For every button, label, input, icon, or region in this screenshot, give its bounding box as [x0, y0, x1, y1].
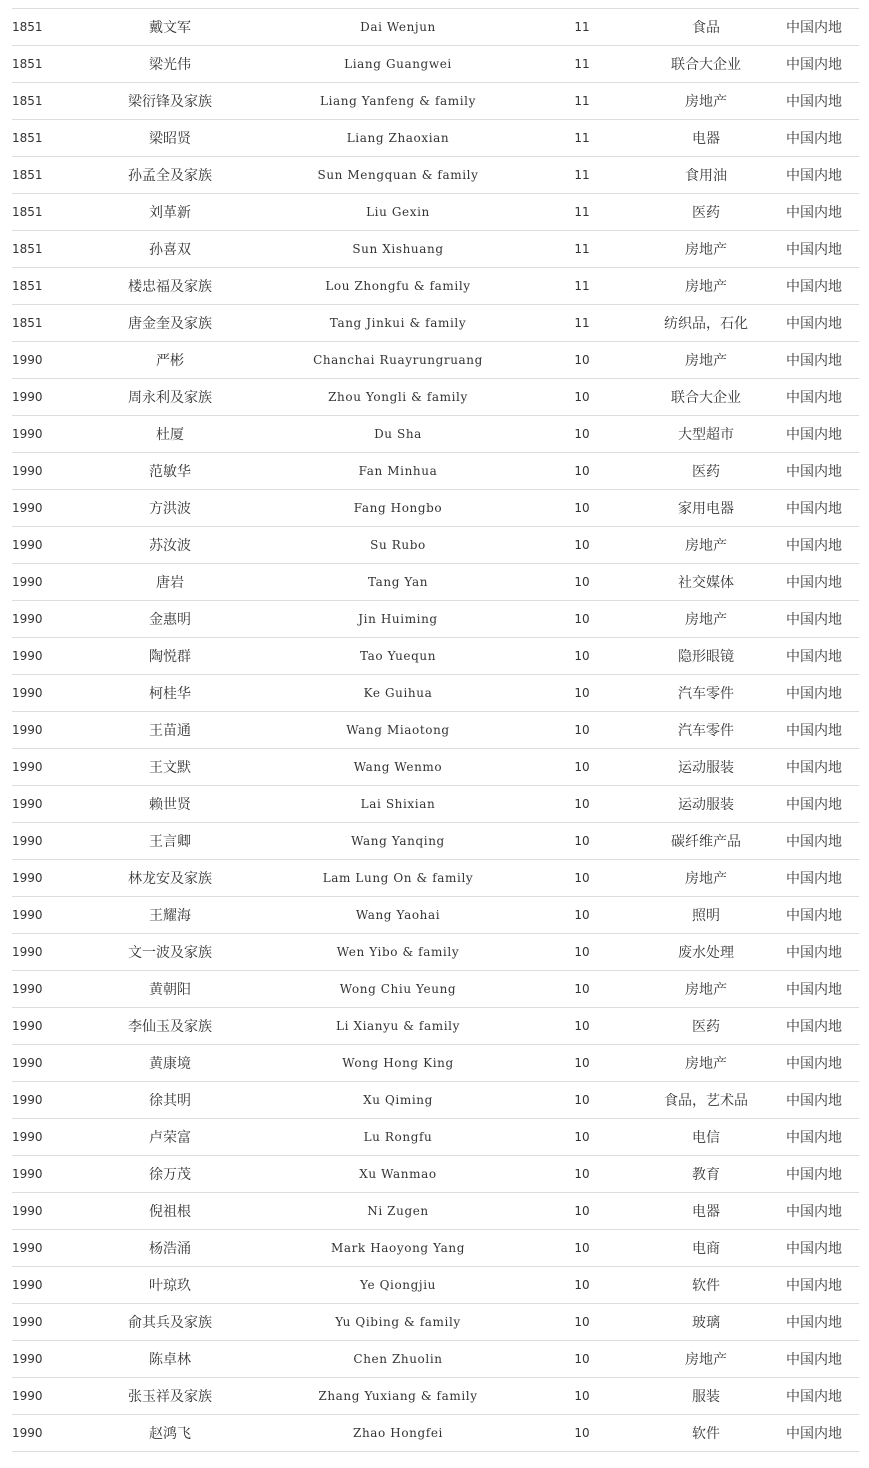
table-row	[12, 823, 859, 860]
rank-cell: 1851	[12, 9, 82, 46]
industry-cell: 电器	[626, 120, 786, 157]
table-row	[12, 1230, 859, 1267]
table-row	[12, 1378, 859, 1415]
chinese-name-cell: 唐岩	[82, 564, 258, 601]
rank-cell: 1851	[12, 157, 82, 194]
industry-cell: 社交媒体	[626, 564, 786, 601]
net-worth-cell: 10	[538, 897, 626, 934]
table-row	[12, 1008, 859, 1045]
rank-cell: 1990	[12, 601, 82, 638]
table-row	[12, 638, 859, 675]
industry-cell: 废水处理	[626, 934, 786, 971]
net-worth-cell: 10	[538, 527, 626, 564]
chinese-name-cell: 陈卓林	[82, 1341, 258, 1378]
industry-cell: 照明	[626, 897, 786, 934]
rank-cell: 1990	[12, 860, 82, 897]
net-worth-cell: 10	[538, 1341, 626, 1378]
english-name-cell: Liang Yanfeng & family	[258, 83, 538, 120]
net-worth-cell: 10	[538, 601, 626, 638]
chinese-name-cell: 周永利及家族	[82, 379, 258, 416]
net-worth-cell: 10	[538, 1415, 626, 1452]
net-worth-cell: 11	[538, 194, 626, 231]
english-name-cell: Xu Wanmao	[258, 1156, 538, 1193]
region-cell: 中国内地	[786, 1230, 859, 1267]
industry-cell: 碳纤维产品	[626, 823, 786, 860]
chinese-name-cell: 范敏华	[82, 453, 258, 490]
region-cell: 中国内地	[786, 1045, 859, 1082]
rank-cell: 1990	[12, 1045, 82, 1082]
rank-cell: 1990	[12, 1415, 82, 1452]
rank-cell: 1990	[12, 1341, 82, 1378]
chinese-name-cell: 王言卿	[82, 823, 258, 860]
region-cell: 中国内地	[786, 194, 859, 231]
chinese-name-cell: 俞其兵及家族	[82, 1304, 258, 1341]
region-cell: 中国内地	[786, 1267, 859, 1304]
net-worth-cell: 10	[538, 342, 626, 379]
industry-cell: 软件	[626, 1267, 786, 1304]
chinese-name-cell: 赖世贤	[82, 786, 258, 823]
industry-cell: 运动服装	[626, 749, 786, 786]
table-row	[12, 46, 859, 83]
english-name-cell: Dai Wenjun	[258, 9, 538, 46]
table-row	[12, 453, 859, 490]
table-row	[12, 1119, 859, 1156]
table-row	[12, 934, 859, 971]
rank-cell: 1990	[12, 490, 82, 527]
industry-cell: 纺织品，石化	[626, 305, 786, 342]
table-row	[12, 712, 859, 749]
rank-cell: 1851	[12, 268, 82, 305]
rank-cell: 1990	[12, 1230, 82, 1267]
rank-cell: 1990	[12, 712, 82, 749]
chinese-name-cell: 梁昭贤	[82, 120, 258, 157]
chinese-name-cell: 杨浩涌	[82, 1230, 258, 1267]
table-row	[12, 1045, 859, 1082]
english-name-cell: Jin Huiming	[258, 601, 538, 638]
rank-cell: 1990	[12, 897, 82, 934]
region-cell: 中国内地	[786, 1378, 859, 1415]
rank-cell: 1990	[12, 934, 82, 971]
chinese-name-cell: 王文默	[82, 749, 258, 786]
english-name-cell: Du Sha	[258, 416, 538, 453]
table-row	[12, 786, 859, 823]
english-name-cell: Wang Yaohai	[258, 897, 538, 934]
english-name-cell: Zhang Yuxiang & family	[258, 1378, 538, 1415]
rank-cell: 1990	[12, 1378, 82, 1415]
region-cell: 中国内地	[786, 601, 859, 638]
table-row	[12, 379, 859, 416]
english-name-cell: Su Rubo	[258, 527, 538, 564]
net-worth-cell: 11	[538, 9, 626, 46]
rank-cell: 1990	[12, 1156, 82, 1193]
region-cell: 中国内地	[786, 1304, 859, 1341]
english-name-cell: Fang Hongbo	[258, 490, 538, 527]
net-worth-cell: 10	[538, 638, 626, 675]
chinese-name-cell: 张玉祥及家族	[82, 1378, 258, 1415]
net-worth-cell: 10	[538, 712, 626, 749]
rank-cell: 1990	[12, 749, 82, 786]
region-cell: 中国内地	[786, 934, 859, 971]
table-row	[12, 157, 859, 194]
english-name-cell: Lai Shixian	[258, 786, 538, 823]
rank-cell: 1990	[12, 638, 82, 675]
net-worth-cell: 10	[538, 749, 626, 786]
chinese-name-cell: 方洪波	[82, 490, 258, 527]
industry-cell: 房地产	[626, 860, 786, 897]
rank-cell: 1990	[12, 971, 82, 1008]
chinese-name-cell: 李仙玉及家族	[82, 1008, 258, 1045]
chinese-name-cell: 唐金奎及家族	[82, 305, 258, 342]
chinese-name-cell: 苏汝波	[82, 527, 258, 564]
net-worth-cell: 10	[538, 1156, 626, 1193]
region-cell: 中国内地	[786, 1193, 859, 1230]
region-cell: 中国内地	[786, 564, 859, 601]
table-row	[12, 1156, 859, 1193]
net-worth-cell: 10	[538, 823, 626, 860]
english-name-cell: Wen Yibo & family	[258, 934, 538, 971]
industry-cell: 房地产	[626, 268, 786, 305]
table-row	[12, 9, 859, 46]
industry-cell: 食用油	[626, 157, 786, 194]
region-cell: 中国内地	[786, 120, 859, 157]
net-worth-cell: 10	[538, 934, 626, 971]
net-worth-cell: 11	[538, 120, 626, 157]
industry-cell: 房地产	[626, 601, 786, 638]
net-worth-cell: 10	[538, 1304, 626, 1341]
english-name-cell: Chen Zhuolin	[258, 1341, 538, 1378]
industry-cell: 房地产	[626, 1045, 786, 1082]
region-cell: 中国内地	[786, 971, 859, 1008]
net-worth-cell: 10	[538, 453, 626, 490]
industry-cell: 电器	[626, 1193, 786, 1230]
chinese-name-cell: 徐万茂	[82, 1156, 258, 1193]
industry-cell: 房地产	[626, 342, 786, 379]
region-cell: 中国内地	[786, 638, 859, 675]
table-row	[12, 675, 859, 712]
english-name-cell: Lou Zhongfu & family	[258, 268, 538, 305]
rank-cell: 1990	[12, 1008, 82, 1045]
industry-cell: 软件	[626, 1415, 786, 1452]
region-cell: 中国内地	[786, 897, 859, 934]
table-row	[12, 1415, 859, 1452]
net-worth-cell: 10	[538, 860, 626, 897]
chinese-name-cell: 徐其明	[82, 1082, 258, 1119]
rank-cell: 1990	[12, 823, 82, 860]
rich-list-table	[12, 8, 859, 1452]
chinese-name-cell: 柯桂华	[82, 675, 258, 712]
table-row	[12, 416, 859, 453]
english-name-cell: Chanchai Ruayrungruang	[258, 342, 538, 379]
industry-cell: 运动服装	[626, 786, 786, 823]
net-worth-cell: 10	[538, 786, 626, 823]
chinese-name-cell: 楼忠福及家族	[82, 268, 258, 305]
english-name-cell: Ni Zugen	[258, 1193, 538, 1230]
rank-cell: 1990	[12, 1082, 82, 1119]
chinese-name-cell: 王苗通	[82, 712, 258, 749]
chinese-name-cell: 金惠明	[82, 601, 258, 638]
table-row	[12, 1193, 859, 1230]
industry-cell: 电信	[626, 1119, 786, 1156]
table-row	[12, 527, 859, 564]
industry-cell: 汽车零件	[626, 675, 786, 712]
english-name-cell: Liu Gexin	[258, 194, 538, 231]
table-row	[12, 83, 859, 120]
net-worth-cell: 10	[538, 379, 626, 416]
region-cell: 中国内地	[786, 712, 859, 749]
region-cell: 中国内地	[786, 1082, 859, 1119]
region-cell: 中国内地	[786, 1156, 859, 1193]
table-row	[12, 490, 859, 527]
table-row	[12, 601, 859, 638]
table-row	[12, 231, 859, 268]
chinese-name-cell: 梁光伟	[82, 46, 258, 83]
industry-cell: 食品	[626, 9, 786, 46]
rank-cell: 1990	[12, 527, 82, 564]
english-name-cell: Ke Guihua	[258, 675, 538, 712]
rank-cell: 1990	[12, 1267, 82, 1304]
region-cell: 中国内地	[786, 527, 859, 564]
table-row	[12, 342, 859, 379]
rank-cell: 1851	[12, 120, 82, 157]
net-worth-cell: 11	[538, 305, 626, 342]
region-cell: 中国内地	[786, 46, 859, 83]
industry-cell: 家用电器	[626, 490, 786, 527]
net-worth-cell: 11	[538, 83, 626, 120]
net-worth-cell: 10	[538, 1193, 626, 1230]
net-worth-cell: 10	[538, 416, 626, 453]
english-name-cell: Ye Qiongjiu	[258, 1267, 538, 1304]
chinese-name-cell: 赵鸿飞	[82, 1415, 258, 1452]
english-name-cell: Zhou Yongli & family	[258, 379, 538, 416]
region-cell: 中国内地	[786, 9, 859, 46]
industry-cell: 房地产	[626, 1341, 786, 1378]
table-row	[12, 1304, 859, 1341]
chinese-name-cell: 梁衍锋及家族	[82, 83, 258, 120]
region-cell: 中国内地	[786, 379, 859, 416]
industry-cell: 房地产	[626, 83, 786, 120]
industry-cell: 电商	[626, 1230, 786, 1267]
industry-cell: 服装	[626, 1378, 786, 1415]
english-name-cell: Mark Haoyong Yang	[258, 1230, 538, 1267]
region-cell: 中国内地	[786, 675, 859, 712]
industry-cell: 医药	[626, 1008, 786, 1045]
net-worth-cell: 10	[538, 1230, 626, 1267]
net-worth-cell: 10	[538, 675, 626, 712]
industry-cell: 房地产	[626, 231, 786, 268]
rich-list-table-container	[12, 8, 859, 1452]
industry-cell: 大型超市	[626, 416, 786, 453]
rank-cell: 1851	[12, 194, 82, 231]
industry-cell: 房地产	[626, 527, 786, 564]
chinese-name-cell: 严彬	[82, 342, 258, 379]
industry-cell: 教育	[626, 1156, 786, 1193]
net-worth-cell: 11	[538, 268, 626, 305]
net-worth-cell: 10	[538, 1119, 626, 1156]
rank-cell: 1990	[12, 453, 82, 490]
english-name-cell: Tang Jinkui & family	[258, 305, 538, 342]
industry-cell: 玻璃	[626, 1304, 786, 1341]
region-cell: 中国内地	[786, 83, 859, 120]
chinese-name-cell: 倪祖根	[82, 1193, 258, 1230]
industry-cell: 医药	[626, 453, 786, 490]
english-name-cell: Yu Qibing & family	[258, 1304, 538, 1341]
net-worth-cell: 10	[538, 564, 626, 601]
english-name-cell: Lu Rongfu	[258, 1119, 538, 1156]
english-name-cell: Wang Miaotong	[258, 712, 538, 749]
english-name-cell: Sun Xishuang	[258, 231, 538, 268]
industry-cell: 联合大企业	[626, 379, 786, 416]
table-row	[12, 1082, 859, 1119]
english-name-cell: Liang Zhaoxian	[258, 120, 538, 157]
english-name-cell: Sun Mengquan & family	[258, 157, 538, 194]
table-row	[12, 860, 859, 897]
rank-cell: 1851	[12, 231, 82, 268]
net-worth-cell: 10	[538, 1045, 626, 1082]
chinese-name-cell: 陶悦群	[82, 638, 258, 675]
table-row	[12, 1341, 859, 1378]
net-worth-cell: 10	[538, 1378, 626, 1415]
english-name-cell: Wang Yanqing	[258, 823, 538, 860]
industry-cell: 联合大企业	[626, 46, 786, 83]
chinese-name-cell: 孙喜双	[82, 231, 258, 268]
rank-cell: 1990	[12, 564, 82, 601]
region-cell: 中国内地	[786, 1415, 859, 1452]
region-cell: 中国内地	[786, 1008, 859, 1045]
english-name-cell: Tang Yan	[258, 564, 538, 601]
net-worth-cell: 10	[538, 971, 626, 1008]
region-cell: 中国内地	[786, 453, 859, 490]
rank-cell: 1990	[12, 1193, 82, 1230]
english-name-cell: Li Xianyu & family	[258, 1008, 538, 1045]
rank-cell: 1990	[12, 786, 82, 823]
chinese-name-cell: 王耀海	[82, 897, 258, 934]
chinese-name-cell: 卢荣富	[82, 1119, 258, 1156]
rank-cell: 1851	[12, 305, 82, 342]
rank-cell: 1851	[12, 46, 82, 83]
industry-cell: 隐形眼镜	[626, 638, 786, 675]
net-worth-cell: 11	[538, 231, 626, 268]
table-row	[12, 120, 859, 157]
region-cell: 中国内地	[786, 786, 859, 823]
table-row	[12, 971, 859, 1008]
chinese-name-cell: 杜厦	[82, 416, 258, 453]
industry-cell: 房地产	[626, 971, 786, 1008]
rank-cell: 1851	[12, 83, 82, 120]
chinese-name-cell: 黄朝阳	[82, 971, 258, 1008]
table-row	[12, 305, 859, 342]
chinese-name-cell: 黄康境	[82, 1045, 258, 1082]
english-name-cell: Wong Chiu Yeung	[258, 971, 538, 1008]
chinese-name-cell: 孙孟全及家族	[82, 157, 258, 194]
rank-cell: 1990	[12, 416, 82, 453]
english-name-cell: Zhao Hongfei	[258, 1415, 538, 1452]
table-row	[12, 194, 859, 231]
region-cell: 中国内地	[786, 1119, 859, 1156]
region-cell: 中国内地	[786, 231, 859, 268]
table-row	[12, 268, 859, 305]
english-name-cell: Wang Wenmo	[258, 749, 538, 786]
net-worth-cell: 11	[538, 157, 626, 194]
region-cell: 中国内地	[786, 416, 859, 453]
region-cell: 中国内地	[786, 749, 859, 786]
industry-cell: 食品，艺术品	[626, 1082, 786, 1119]
net-worth-cell: 10	[538, 1082, 626, 1119]
rank-cell: 1990	[12, 342, 82, 379]
english-name-cell: Tao Yuequn	[258, 638, 538, 675]
net-worth-cell: 10	[538, 490, 626, 527]
region-cell: 中国内地	[786, 860, 859, 897]
chinese-name-cell: 叶琼玖	[82, 1267, 258, 1304]
rank-cell: 1990	[12, 379, 82, 416]
net-worth-cell: 10	[538, 1008, 626, 1045]
industry-cell: 医药	[626, 194, 786, 231]
chinese-name-cell: 刘革新	[82, 194, 258, 231]
chinese-name-cell: 戴文军	[82, 9, 258, 46]
region-cell: 中国内地	[786, 157, 859, 194]
industry-cell: 汽车零件	[626, 712, 786, 749]
table-row	[12, 1267, 859, 1304]
region-cell: 中国内地	[786, 490, 859, 527]
rank-cell: 1990	[12, 1304, 82, 1341]
english-name-cell: Liang Guangwei	[258, 46, 538, 83]
region-cell: 中国内地	[786, 1341, 859, 1378]
table-row	[12, 897, 859, 934]
region-cell: 中国内地	[786, 823, 859, 860]
chinese-name-cell: 林龙安及家族	[82, 860, 258, 897]
net-worth-cell: 11	[538, 46, 626, 83]
table-row	[12, 749, 859, 786]
rank-cell: 1990	[12, 675, 82, 712]
chinese-name-cell: 文一波及家族	[82, 934, 258, 971]
table-body	[12, 9, 859, 1452]
table-row	[12, 564, 859, 601]
english-name-cell: Wong Hong King	[258, 1045, 538, 1082]
english-name-cell: Lam Lung On & family	[258, 860, 538, 897]
region-cell: 中国内地	[786, 268, 859, 305]
region-cell: 中国内地	[786, 305, 859, 342]
net-worth-cell: 10	[538, 1267, 626, 1304]
english-name-cell: Xu Qiming	[258, 1082, 538, 1119]
rank-cell: 1990	[12, 1119, 82, 1156]
english-name-cell: Fan Minhua	[258, 453, 538, 490]
region-cell: 中国内地	[786, 342, 859, 379]
